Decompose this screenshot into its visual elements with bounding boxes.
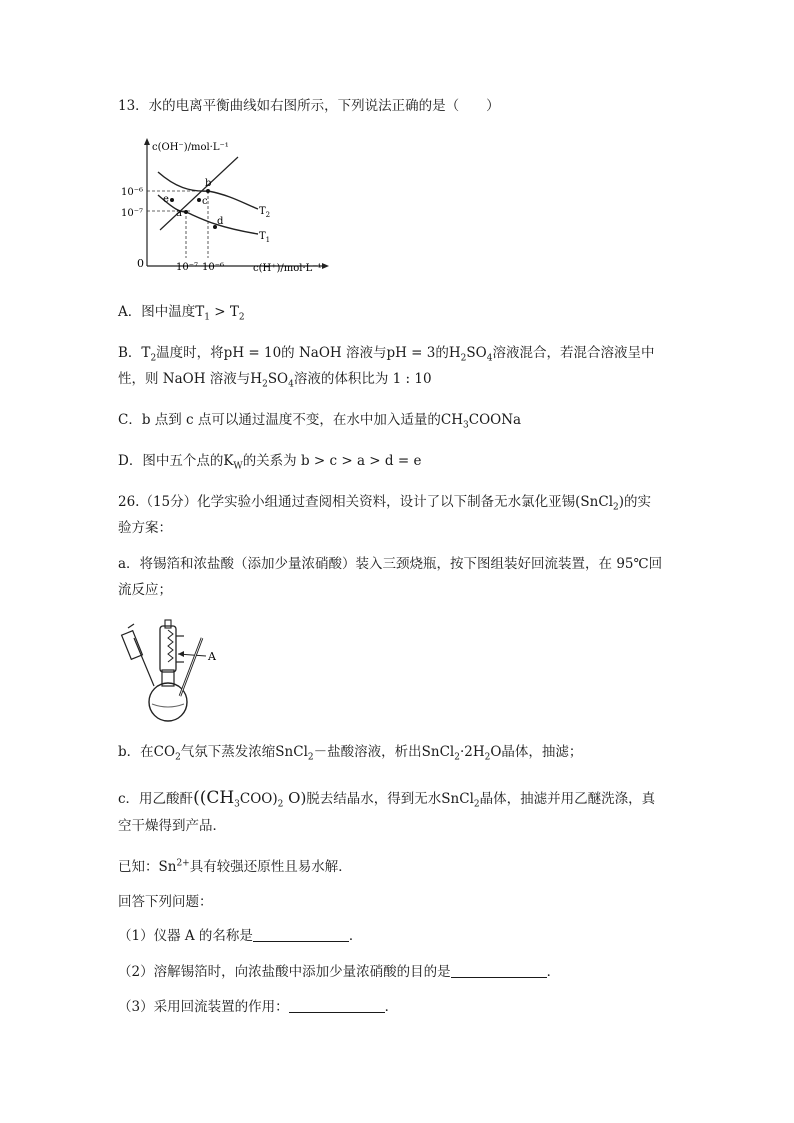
point-d-label: d <box>217 216 224 227</box>
condenser-top <box>165 620 171 628</box>
left-tube <box>134 638 154 686</box>
x-axis-arrow <box>322 263 329 269</box>
q26-sub2: （2）溶解锡箔时，向浓盐酸中添加少量浓硝酸的目的是 ． <box>118 964 561 980</box>
point-a <box>184 210 188 214</box>
y-tick-1e-6: 10⁻⁶ <box>121 187 144 198</box>
point-e-label: e <box>163 194 169 205</box>
point-b <box>206 189 210 193</box>
q13-option-b-line1: B．$T_2$温度时，将pH = 10的 NaOH 溶液与pH = 3的$H_2SO_4$溶液混合，若混合溶液呈中 <box>118 345 655 364</box>
label-pointer-arrow <box>178 651 184 657</box>
point-b-label: b <box>205 178 212 189</box>
q26-answer-prompt: 回答下列问题： <box>118 894 213 910</box>
point-c-label: c <box>202 196 208 207</box>
q13-option-c: C．b 点到 c 点可以通过温度不变，在水中加入适量的$CH_3COONa$ <box>118 412 522 431</box>
answer-blank-2[interactable] <box>451 963 547 978</box>
q26-sub1: （1）仪器 A 的名称是 ． <box>118 928 363 944</box>
q26-step-a-line1: a．将锡箔和浓盐酸（添加少量浓硝酸）装入三颈烧瓶，按下图组装好回流装置，在 95℃回 <box>118 556 663 572</box>
q26-sub3: （3）采用回流装置的作用： ． <box>118 999 399 1015</box>
x-axis-label: c(H⁺)/mol·L⁻¹ <box>253 263 322 274</box>
q26-step-a-line2: 流反应； <box>118 582 172 598</box>
y-axis-arrow <box>144 138 150 145</box>
q26-step-c-line2: 空干燥得到产品． <box>118 818 226 834</box>
curve-t2-label: $T_2$ <box>259 206 271 219</box>
y-tick-1e-7: 10⁻⁷ <box>121 208 144 219</box>
flask-liquid <box>152 704 184 707</box>
q26-known: 已知：$Sn^{2+}$具有较强还原性且易水解． <box>118 858 352 875</box>
x-tick-1e-7: 10⁻⁷ <box>176 262 199 273</box>
flask-body <box>149 683 187 721</box>
ionization-curve-graph <box>120 132 350 282</box>
condenser <box>160 626 176 672</box>
point-e <box>170 198 174 202</box>
answer-blank-3[interactable] <box>289 998 385 1013</box>
point-a-label: a <box>176 208 182 219</box>
q26-stem-line2: 验方案： <box>118 520 172 536</box>
q13-stem: 13．水的电离平衡曲线如右图所示，下列说法正确的是（ ） <box>118 98 500 114</box>
q26-stem-line1: 26.（15分）化学实验小组通过查阅相关资料，设计了以下制备无水氯化亚锡(SnCl$_2$)的实 <box>118 494 652 513</box>
funnel-stopper <box>128 624 134 628</box>
q26-step-b: b．在$CO_2$气氛下蒸发浓缩SnCl$_2$－盐酸溶液，析出$SnCl_2\cdot 2H_2O$晶体，抽滤； <box>118 744 583 763</box>
q13-option-d: D．图中五个点的$K_W$的关系为 b > c > a > d = e <box>118 453 422 472</box>
q13-option-a: A．图中温度$T_1 > T_2$ <box>118 304 245 323</box>
q13-option-b-line2: 性，则 NaOH 溶液与$H_2SO_4$溶液的体积比为 1 : 10 <box>118 371 432 390</box>
answer-blank-1[interactable] <box>253 927 349 942</box>
point-c <box>197 198 201 202</box>
origin-label: 0 <box>137 257 144 270</box>
thermometer-core <box>180 638 202 696</box>
dropping-funnel <box>122 631 143 660</box>
neutral-line <box>160 157 238 230</box>
curve-t1-label: $T_1$ <box>259 231 271 244</box>
apparatus-label-a: A <box>208 650 216 663</box>
y-axis-label: c(OH⁻)/mol·L⁻¹ <box>152 142 229 153</box>
condenser-coil <box>168 630 173 662</box>
reflux-apparatus-diagram <box>118 618 238 726</box>
x-tick-1e-6: 10⁻⁶ <box>202 262 225 273</box>
q26-step-c-line1: c．用乙酸酐($(CH_3COO)_2$ O)脱去结晶水，得到无水SnCl$_2$晶体，抽滤并用乙醚洗涤，真 <box>118 788 656 810</box>
